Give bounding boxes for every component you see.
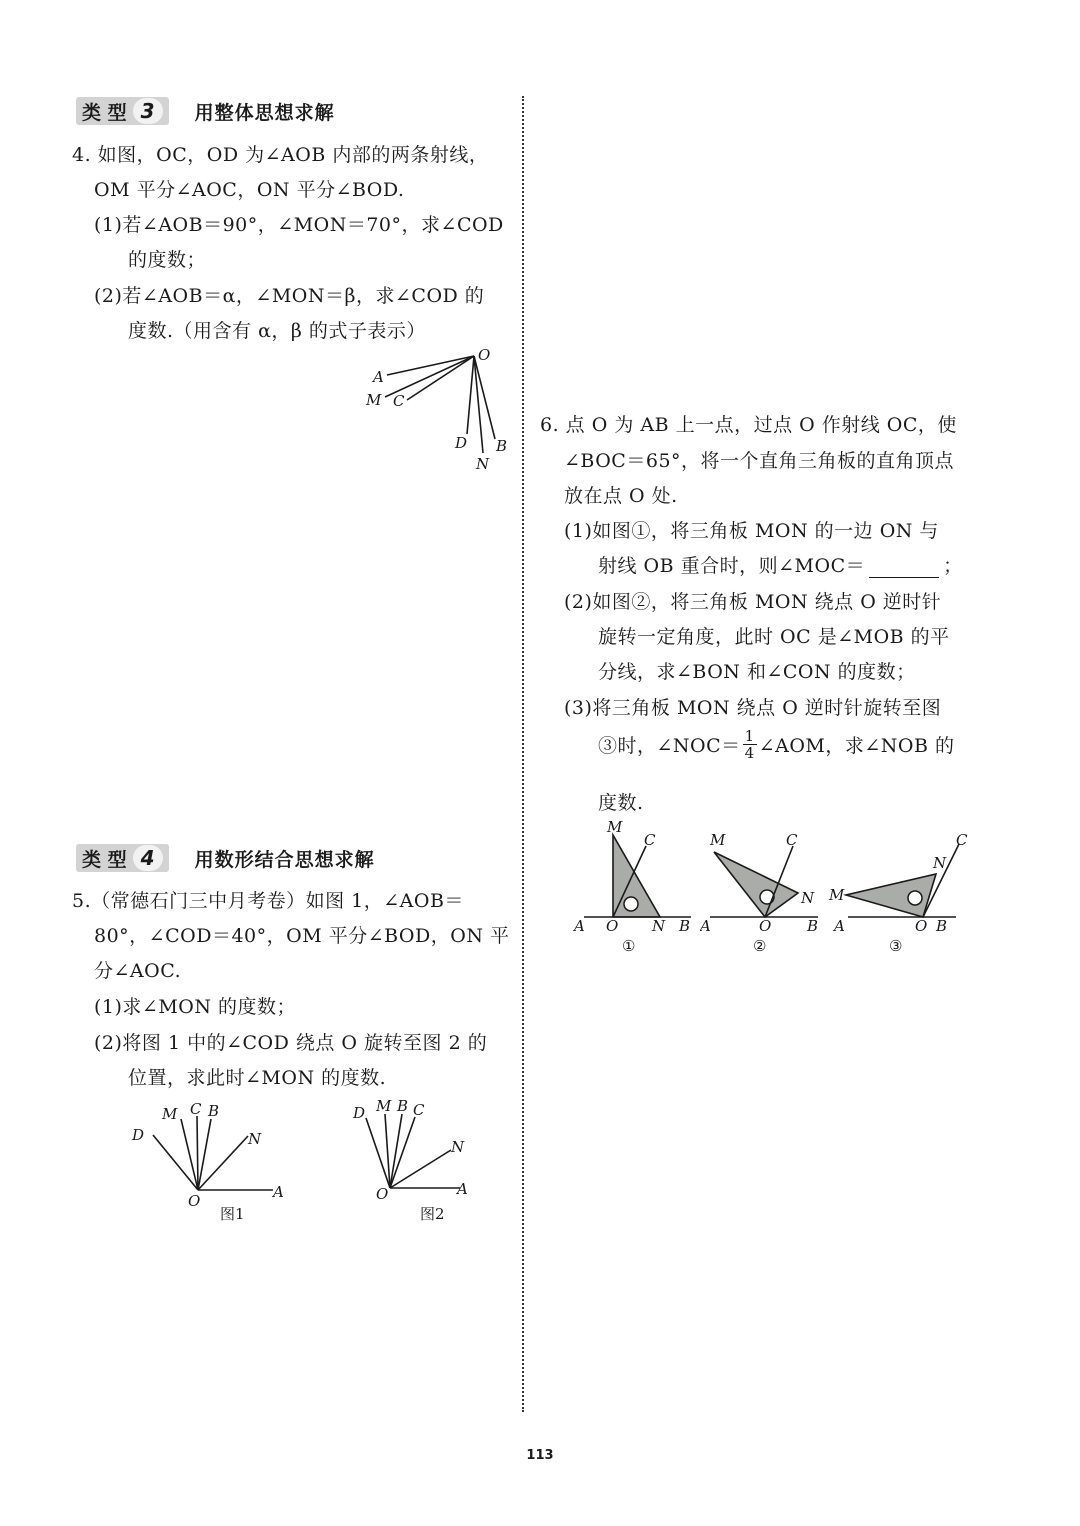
figure-caption: ② [753, 937, 767, 955]
q4-line: 4. 如图，OC，OD 为∠AOB 内部的两条射线， [72, 144, 489, 166]
section-4-header [76, 844, 375, 872]
label-m: M [607, 818, 623, 836]
q5-line: 5.（常德石门三中月考卷）如图 1，∠AOB＝ [72, 890, 464, 912]
q4-line: OM 平分∠AOC，ON 平分∠BOD. [94, 179, 405, 201]
q6-fraction-line [598, 728, 955, 761]
figure-caption: 图1 [220, 1205, 245, 1223]
label-b: B [496, 437, 508, 455]
label-n: N [476, 455, 490, 473]
q5-part2: (2)将图 1 中的∠COD 绕点 O 旋转至图 2 的 [94, 1032, 488, 1054]
label-o: O [759, 917, 772, 935]
triangle-hole [760, 890, 774, 904]
label-o: O [376, 1185, 389, 1203]
label-o: O [606, 917, 619, 935]
label-o: O [188, 1192, 201, 1210]
ray-oc [197, 1116, 198, 1190]
section-title: 用数形结合思想求解 [194, 848, 375, 871]
column-divider [522, 96, 524, 1412]
label-b: B [807, 917, 819, 935]
type-badge [76, 844, 169, 872]
q6-line: ∠BOC＝65°，将一个直角三角板的直角顶点 [564, 450, 955, 472]
label-a: A [373, 368, 384, 386]
q6-line: 射线 OB 重合时，则∠MOC＝ [598, 555, 866, 577]
ray-on [198, 1136, 248, 1190]
label-o: O [915, 917, 928, 935]
section-3-header [76, 97, 335, 125]
ray-ob [390, 1114, 402, 1188]
set-square-triangle [846, 874, 936, 917]
q6-line: ∠AOM，求∠NOB 的 [758, 735, 955, 757]
fraction-denominator: 4 [744, 744, 755, 762]
label-d: D [132, 1126, 145, 1144]
label-c: C [956, 831, 968, 849]
q6-part2: (2)如图②，将三角板 MON 绕点 O 逆时针 [564, 591, 942, 613]
ray-oc [390, 1117, 415, 1188]
page-number: 113 [526, 1448, 554, 1463]
label-b: B [208, 1102, 220, 1120]
label-a: A [457, 1180, 468, 1198]
ray-on [390, 1150, 451, 1188]
figure-caption: 图2 [420, 1205, 445, 1223]
label-a: A [834, 917, 845, 935]
q6-figure-2 [700, 818, 830, 958]
fraction-numerator: 1 [744, 727, 755, 745]
q4-line: 度数.（用含有 α，β 的式子表示） [128, 320, 426, 342]
label-n: N [933, 854, 947, 872]
ray-om [385, 356, 474, 397]
label-n: N [652, 917, 666, 935]
label-n: N [248, 1130, 262, 1148]
type-badge-number: 3 [133, 98, 163, 124]
triangle-hole [624, 897, 638, 911]
label-m: M [366, 391, 382, 409]
figure-caption: ③ [889, 937, 903, 955]
q5-line: 位置，求此时∠MON 的度数. [128, 1067, 387, 1089]
label-m: M [710, 831, 726, 849]
label-c: C [786, 831, 798, 849]
label-a: A [700, 917, 711, 935]
label-o: O [478, 346, 491, 364]
triangle-hole [908, 891, 922, 905]
label-a: A [574, 917, 585, 935]
q6-part1-answer-line [598, 551, 963, 578]
label-b: B [397, 1097, 409, 1115]
q5-line: 分∠AOC. [94, 960, 182, 982]
q5-line: 80°，∠COD＝40°，OM 平分∠BOD，ON 平 [94, 925, 510, 947]
figure-caption: ① [622, 937, 636, 955]
q6-line: 度数. [598, 792, 644, 814]
q6-line: 分线，求∠BON 和∠CON 的度数； [598, 661, 916, 683]
q4-line: 的度数； [128, 249, 207, 271]
section-title: 用整体思想求解 [194, 101, 335, 124]
q6-line: ③时，∠NOC＝ [598, 735, 741, 757]
label-d: D [353, 1104, 366, 1122]
q6-line: 6. 点 O 为 AB 上一点，过点 O 作射线 OC，使 [540, 414, 957, 436]
q4-part2: (2)若∠AOB＝α，∠MON＝β，求∠COD 的 [94, 285, 485, 307]
q6-line-end: ； [943, 555, 963, 577]
label-c: C [190, 1100, 202, 1118]
label-c: C [413, 1101, 425, 1119]
q6-line: 旋转一定角度，此时 OC 是∠MOB 的平 [598, 626, 950, 648]
q6-part1: (1)如图①，将三角板 MON 的一边 ON 与 [564, 520, 939, 542]
type-badge [76, 97, 169, 125]
label-b: B [679, 917, 691, 935]
set-square-triangle [714, 852, 798, 917]
label-b: B [936, 917, 948, 935]
label-n: N [451, 1138, 465, 1156]
fraction-one-quarter [743, 728, 757, 761]
type-badge-number: 4 [133, 845, 163, 871]
label-n: N [801, 889, 815, 907]
label-c: C [644, 831, 656, 849]
label-a: A [273, 1183, 284, 1201]
ray-ob [198, 1119, 211, 1190]
ray-od [467, 356, 474, 434]
q6-figure-1 [566, 818, 701, 958]
label-m: M [162, 1105, 178, 1123]
label-d: D [455, 434, 468, 452]
q5-part1: (1)求∠MON 的度数； [94, 996, 297, 1018]
label-c: C [393, 392, 405, 410]
type-badge-label: 类 型 [82, 848, 127, 871]
q4-angle-figure [350, 340, 520, 480]
q4-part1: (1)若∠AOB＝90°，∠MON＝70°，求∠COD [94, 214, 504, 236]
q5-figure-1 [125, 1092, 295, 1227]
answer-blank[interactable] [869, 559, 939, 578]
label-m: M [376, 1097, 392, 1115]
q5-figure-2 [340, 1092, 490, 1227]
q6-figure-3 [826, 818, 976, 958]
type-badge-label: 类 型 [82, 101, 127, 124]
q6-line: 放在点 O 处. [564, 485, 678, 507]
q6-part3: (3)将三角板 MON 绕点 O 逆时针旋转至图 [564, 697, 942, 719]
label-m: M [829, 886, 845, 904]
